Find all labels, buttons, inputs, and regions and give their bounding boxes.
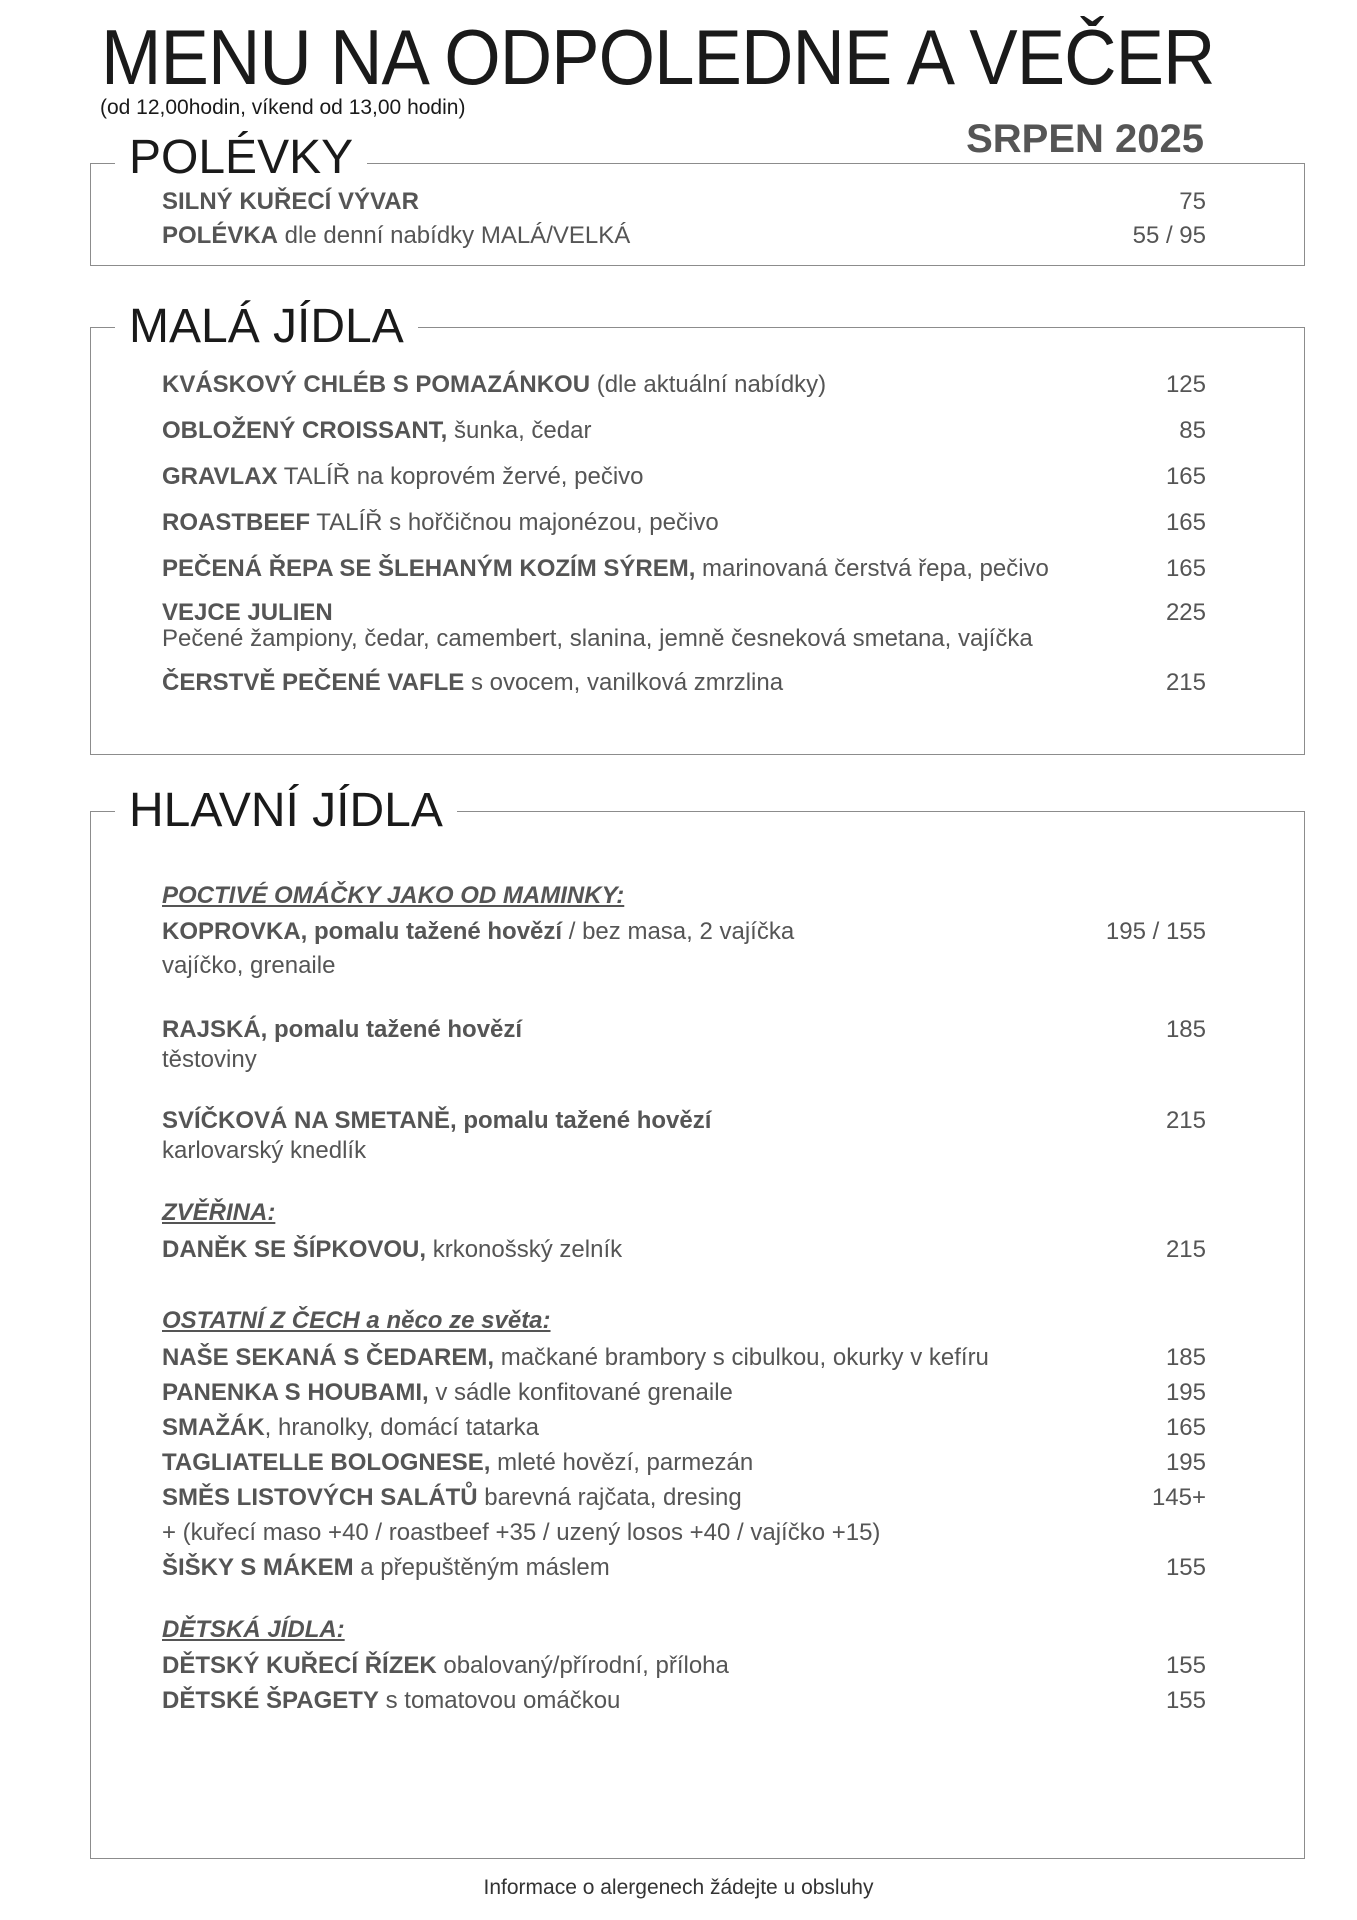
item-name: POLÉVKA [162,222,279,249]
item-desc: marinovaná čerstvá řepa, pečivo [695,555,1049,582]
category-other: OSTATNÍ Z ČECH a něco ze světa: [162,1307,551,1334]
item-name: DANĚK SE ŠÍPKOVOU, [162,1236,427,1263]
item-name: PANENKA S HOUBAMI, [162,1379,429,1406]
menu-item [162,1378,1206,1408]
salad-extras: + (kuřecí maso +40 / roastbeef +35 / uzený losos +40 / vajíčko +15) [162,1519,881,1546]
section-main-dishes [90,784,1305,1859]
item-price: 165 [1165,555,1206,582]
item-desc: mleté hovězí, parmezán [490,1449,754,1476]
item-name: SMAŽÁK [162,1414,265,1441]
category-sauces: POCTIVÉ OMÁČKY JAKO OD MAMINKY: [162,882,625,909]
menu-item [162,1106,1206,1166]
item-desc: mačkané brambory s cibulkou, okurky v kefíru [494,1344,989,1371]
item-desc: krkonošský zelník [426,1236,623,1263]
menu-item [162,668,1206,698]
menu-item [162,1553,1206,1583]
menu-item [162,221,1206,251]
menu-item [162,915,1206,983]
item-name: SVÍČKOVÁ NA SMETANĚ, pomalu tažené hovězí [162,1107,712,1134]
item-price: 155 [1165,1687,1206,1714]
item-desc: (dle aktuální nabídky) [590,371,827,398]
item-price: 195 [1165,1379,1206,1406]
item-name: SILNÝ KUŘECÍ VÝVAR [162,188,419,215]
category-kids: DĚTSKÁ JÍDLA: [162,1616,345,1643]
item-price: 155 [1165,1554,1206,1581]
item-price: 165 [1165,509,1206,536]
menu-item [162,1483,1206,1513]
section-title-small: MALÁ JÍDLA [115,303,418,351]
item-price: 85 [1179,417,1206,444]
item-price: 75 [1179,188,1206,215]
item-price: 185 [1165,1344,1206,1371]
item-desc: dle denní nabídky MALÁ/VELKÁ [278,222,631,249]
menu-item [162,600,1206,652]
menu-item [162,187,1206,217]
item-name: ŠIŠKY S MÁKEM [162,1554,354,1581]
item-name: NAŠE SEKANÁ S ČEDAREM, [162,1344,495,1371]
item-desc: , hranolky, domácí tatarka [264,1414,540,1441]
item-name: PEČENÁ ŘEPA SE ŠLEHANÝM KOZÍM SÝREM, [162,555,696,582]
item-desc: obalovaný/přírodní, příloha [436,1652,729,1679]
item-desc: / bez masa, 2 vajíčka [562,918,795,945]
section-title-main: HLAVNÍ JÍDLA [115,787,457,835]
item-name: KOPROVKA, pomalu tažené hovězí [162,918,563,945]
item-price: 215 [1165,669,1206,696]
item-price: 55 / 95 [1132,222,1206,249]
item-name: DĚTSKÝ KUŘECÍ ŘÍZEK [162,1652,437,1679]
item-desc: s ovocem, vanilková zmrzlina [464,669,784,696]
opening-hours: (od 12,00hodin, víkend od 13,00 hodin) [100,96,466,119]
item-name: GRAVLAX [162,463,278,490]
item-subtext: těstoviny [162,1046,257,1073]
menu-item [162,1343,1206,1373]
item-price: 165 [1165,463,1206,490]
item-desc: s tomatovou omáčkou [378,1687,621,1714]
item-price: 215 [1165,1107,1206,1134]
item-name: TAGLIATELLE BOLOGNESE, [162,1449,491,1476]
allergen-info: Informace o alergenech žádejte u obsluhy [483,1876,874,1899]
item-name: ROASTBEEF [162,509,311,536]
item-name: VEJCE JULIEN [162,599,333,626]
item-price: 215 [1165,1236,1206,1263]
page-title: MENU NA ODPOLEDNE A VEČER [101,13,1215,101]
item-name: ČERSTVĚ PEČENÉ VAFLE [162,669,465,696]
menu-item [162,1448,1206,1478]
item-name: SMĚS LISTOVÝCH SALÁTŮ [162,1484,478,1511]
item-subtext: karlovarský knedlík [162,1137,367,1164]
section-small-dishes [90,300,1305,755]
item-price: 145+ [1151,1484,1206,1511]
item-subtext: Pečené žampiony, čedar, camembert, slanina, jemně česneková smetana, vajíčka [162,625,1033,652]
menu-item [162,554,1206,584]
item-price: 165 [1165,1414,1206,1441]
item-name: DĚTSKÉ ŠPAGETY [162,1687,379,1714]
menu-item [162,462,1206,492]
menu-item [162,416,1206,446]
item-price: 225 [1165,599,1206,626]
item-desc: TALÍŘ s hořčičnou majonézou, pečivo [310,509,719,536]
item-price: 185 [1165,1016,1206,1043]
item-price: 195 / 155 [1105,918,1206,945]
menu-item [162,508,1206,538]
item-name: KVÁSKOVÝ CHLÉB S POMAZÁNKOU [162,371,591,398]
menu-date: SRPEN 2025 [966,117,1204,161]
item-price: 195 [1165,1449,1206,1476]
item-desc: šunka, čedar [447,417,592,444]
menu-item [162,1235,1206,1265]
section-title-soups: POLÉVKY [115,134,367,182]
menu-item [162,1015,1206,1075]
item-desc: v sádle konfitované grenaile [428,1379,733,1406]
item-price: 125 [1165,371,1206,398]
category-game: ZVĚŘINA: [162,1199,276,1226]
menu-item [162,370,1206,400]
menu-item [162,1651,1206,1681]
item-desc: TALÍŘ na koprovém žervé, pečivo [277,463,644,490]
item-desc: barevná rajčata, dresing [477,1484,742,1511]
item-desc: a přepuštěným máslem [353,1554,610,1581]
item-price: 155 [1165,1652,1206,1679]
item-name: OBLOŽENÝ CROISSANT, [162,417,448,444]
menu-item [162,1413,1206,1443]
item-subtext: vajíčko, grenaile [162,952,336,979]
menu-item [162,1686,1206,1716]
item-name: RAJSKÁ, pomalu tažené hovězí [162,1016,523,1043]
